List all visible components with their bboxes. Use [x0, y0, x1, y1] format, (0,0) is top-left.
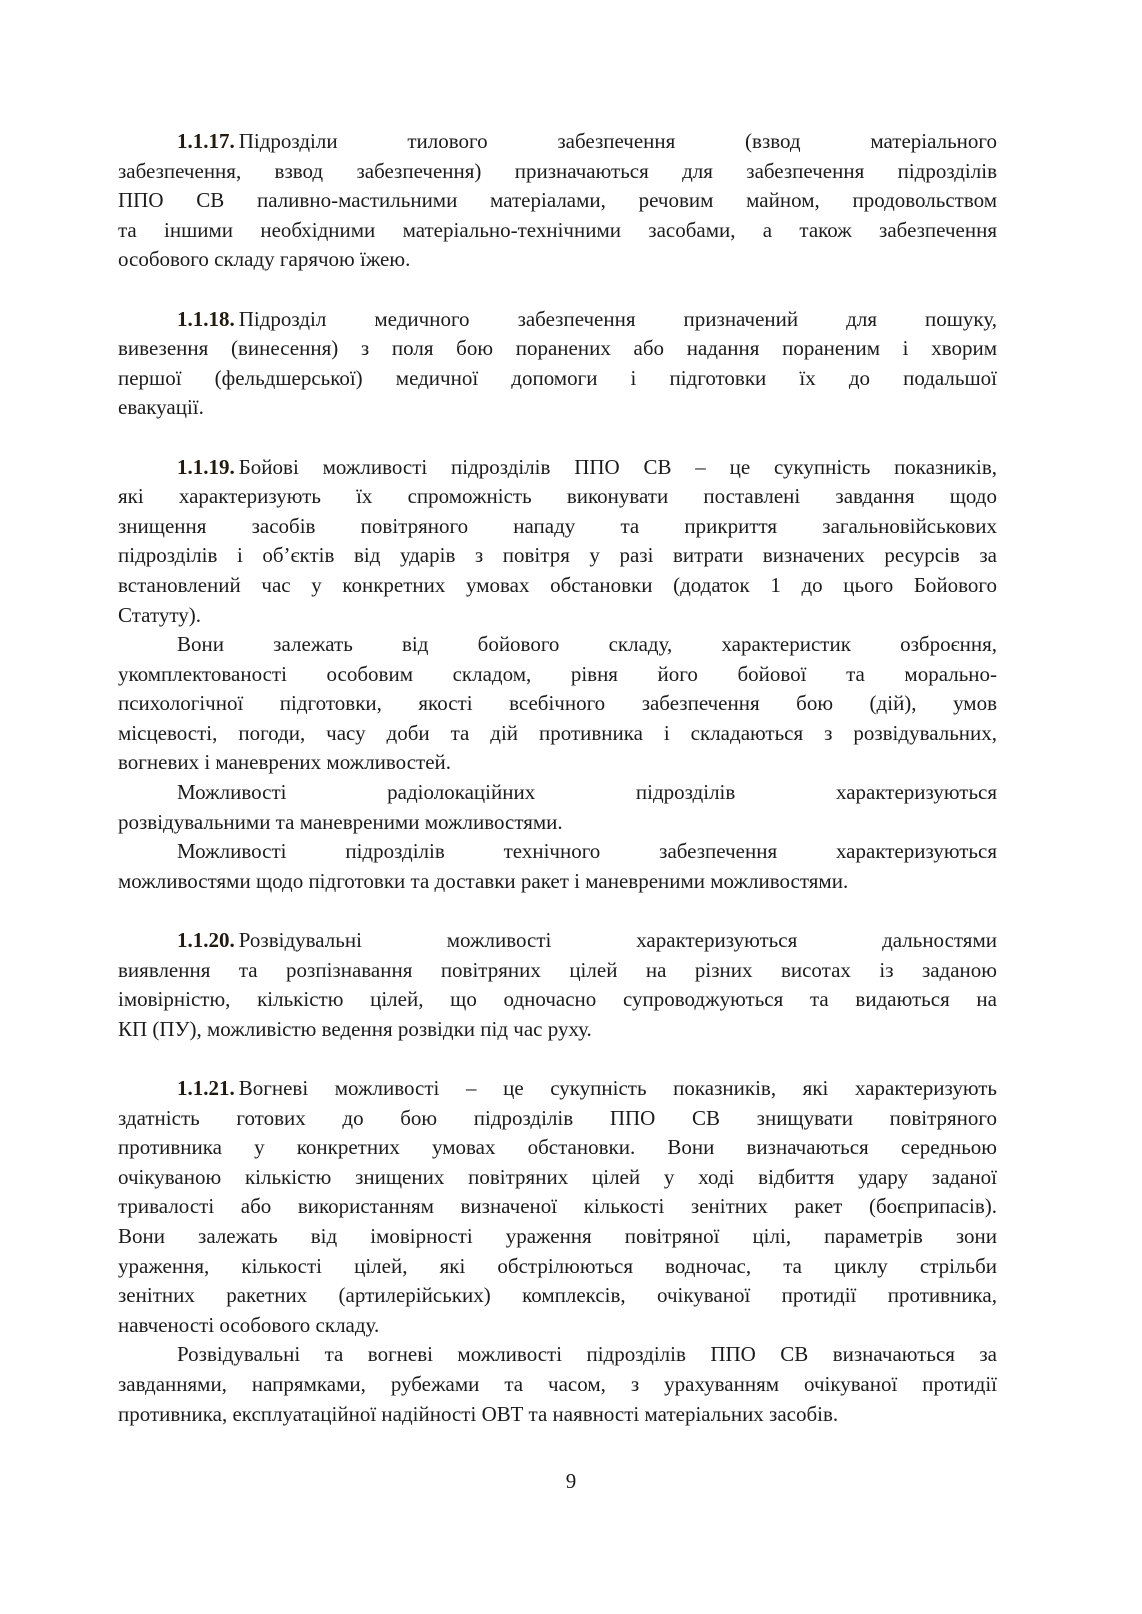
line-text: Підрозділ медичного забезпечення призначений для пошуку, — [238, 306, 997, 331]
section — [118, 305, 997, 423]
text-line — [118, 808, 997, 838]
text-line — [118, 689, 997, 719]
line-text: можливостями щодо підготовки та доставки ракет і маневреними можливостями. — [118, 868, 849, 893]
line-text: розвідувальними та маневреними можливостями. — [118, 809, 563, 834]
text-line — [118, 512, 997, 542]
line-text: вивезення (винесення) з поля бою поранених або надання пораненим і хворим — [118, 336, 997, 361]
line-text: очікуваною кількістю знищених повітряних цілей у ході відбиття удару заданої — [118, 1164, 997, 1189]
section-number: 1.1.21. — [177, 1076, 235, 1100]
paragraph — [118, 837, 997, 896]
paragraph — [118, 926, 997, 1044]
line-text: знищення засобів повітряного нападу та прикриття загальновійськових — [118, 513, 997, 538]
line-text: Бойові можливості підрозділів ППО СВ – це сукупність показників, — [238, 454, 997, 479]
line-text: евакуації. — [118, 395, 204, 420]
text-line — [118, 926, 997, 956]
text-line — [118, 1163, 997, 1193]
line-text: КП (ПУ), можливістю ведення розвідки під час руху. — [118, 1016, 592, 1041]
text-line — [118, 1252, 997, 1282]
paragraph — [118, 630, 997, 778]
section-number: 1.1.18. — [177, 306, 235, 331]
line-text: місцевості, погоди, часу доби та дій противника і складаються з розвідувальних, — [118, 720, 997, 745]
line-text: Розвідувальні можливості характеризуються дальностями — [238, 928, 997, 953]
text-line — [118, 660, 997, 690]
section-number: 1.1.17. — [177, 129, 235, 153]
text-line — [118, 1370, 997, 1400]
text-line — [118, 1340, 997, 1370]
line-text: тривалості або використанням визначеної кількості зенітних ракет (боєприпасів). — [118, 1194, 997, 1219]
line-text: та іншими необхідними матеріально-технічними засобами, а також забезпечення — [118, 217, 997, 242]
section-number: 1.1.19. — [177, 454, 235, 479]
text-line — [118, 541, 997, 571]
line-text: Розвідувальні та вогневі можливості підрозділів ППО СВ визначаються за — [177, 1342, 997, 1367]
line-text: ППО СВ паливно-мастильними матеріалами, речовим майном, продовольством — [118, 188, 997, 213]
paragraph — [118, 305, 997, 423]
line-text: завданнями, напрямками, рубежами та часом, з урахуванням очікуваної протидії — [118, 1371, 997, 1396]
text-line — [118, 778, 997, 808]
line-text: Можливості підрозділів технічного забезпечення характеризуються — [177, 839, 997, 864]
text-line — [118, 393, 997, 423]
line-text: виявлення та розпізнавання повітряних цілей на різних висотах із заданою — [118, 957, 997, 982]
paragraph — [118, 1074, 997, 1340]
text-line — [118, 245, 997, 275]
line-text: забезпечення, взвод забезпечення) призначаються для забезпечення підрозділів — [118, 158, 997, 183]
text-line — [118, 186, 997, 216]
paragraph — [118, 453, 997, 631]
text-line — [118, 127, 997, 157]
text-line — [118, 305, 997, 335]
line-text: Вогневі можливості – це сукупність показників, які характеризують — [238, 1076, 997, 1100]
line-text: укомплектованості особовим складом, рівня його бойової та морально- — [118, 661, 997, 686]
paragraph — [118, 778, 997, 837]
text-line — [118, 1192, 997, 1222]
line-text: Вони залежать від імовірності ураження повітряної цілі, параметрів зони — [118, 1223, 997, 1248]
text-line — [118, 334, 997, 364]
section — [118, 453, 997, 897]
text-line — [118, 867, 997, 897]
line-text: підрозділів і об’єктів від ударів з повітря у разі витрати визначених ресурсів за — [118, 543, 997, 568]
line-text: противника у конкретних умовах обстановки. Вони визначаються середньою — [118, 1135, 997, 1160]
line-text: встановлений час у конкретних умовах обстановки (додаток 1 до цього Бойового — [118, 572, 997, 597]
text-line — [118, 453, 997, 483]
document-page-body — [118, 127, 997, 1459]
text-line — [118, 719, 997, 749]
text-line — [118, 630, 997, 660]
line-text: першої (фельдшерської) медичної допомоги і підготовки їх до подальшої — [118, 365, 997, 390]
text-line — [118, 482, 997, 512]
text-line — [118, 1281, 997, 1311]
line-text: імовірністю, кількістю цілей, що одночасно супроводжуються та видаються на — [118, 987, 997, 1012]
text-line — [118, 1104, 997, 1134]
line-text: противника, експлуатаційної надійності ОВТ та наявності матеріальних засобів. — [118, 1401, 839, 1426]
text-line — [118, 1311, 997, 1341]
text-line — [118, 1015, 997, 1045]
line-text: особового складу гарячою їжею. — [118, 247, 411, 272]
section — [118, 1074, 997, 1429]
text-line — [118, 748, 997, 778]
section — [118, 127, 997, 275]
text-line — [118, 985, 997, 1015]
text-line — [118, 1400, 997, 1430]
text-line — [118, 601, 997, 631]
text-line — [118, 837, 997, 867]
text-line — [118, 216, 997, 246]
line-text: Можливості радіолокаційних підрозділів характеризуються — [177, 780, 997, 805]
line-text: здатність готових до бою підрозділів ППО СВ знищувати повітряного — [118, 1105, 997, 1130]
text-line — [118, 956, 997, 986]
line-text: вогневих і маневрених можливостей. — [118, 750, 452, 775]
text-line — [118, 1133, 997, 1163]
line-text: Статуту). — [118, 602, 201, 627]
line-text: Підрозділи тилового забезпечення (взвод матеріального — [238, 129, 997, 153]
text-line — [118, 157, 997, 187]
paragraph — [118, 127, 997, 275]
text-line — [118, 1222, 997, 1252]
line-text: Вони залежать від бойового складу, характеристик озброєння, — [177, 632, 997, 657]
line-text: зенітних ракетних (артилерійських) комплексів, очікуваної протидії противника, — [118, 1283, 997, 1308]
section-number: 1.1.20. — [177, 928, 235, 953]
page-number: 9 — [565, 1469, 577, 1493]
line-text: ураження, кількості цілей, які обстрілюються водночас, та циклу стрільби — [118, 1253, 997, 1278]
line-text: психологічної підготовки, якості всебічного забезпечення бою (дій), умов — [118, 691, 997, 716]
text-line — [118, 1074, 997, 1104]
line-text: які характеризують їх спроможність виконувати поставлені завдання щодо — [118, 484, 997, 509]
paragraph — [118, 1340, 997, 1429]
text-line — [118, 571, 997, 601]
line-text: навченості особового складу. — [118, 1312, 380, 1337]
section — [118, 926, 997, 1044]
text-line — [118, 364, 997, 394]
